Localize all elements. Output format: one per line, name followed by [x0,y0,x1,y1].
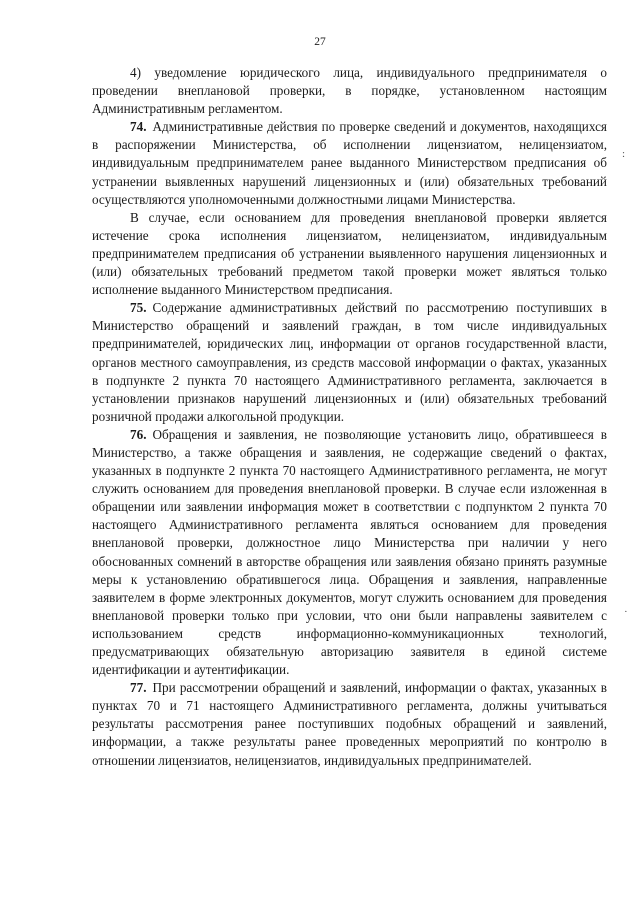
paragraph-74-continued [92,209,607,299]
scan-speck: : [622,148,626,160]
paragraph-76 [92,426,607,679]
paragraph-74 [92,118,607,208]
paragraph-number: 77. [130,680,147,696]
paragraph-text: Содержание административных действий по рассмотрению поступивших в Министерство обращений и заявлений граждан, в том числе индивидуальных предпринимателей, юридических лиц, информации от органов государственной власти, органов местного самоуправления, из средств массовой информации о фактах, указанных в подпункте 2 пункта 70 настоящего Административного регламента, заключается в установлении признаков нарушений лицензионных и (или) обязательных требований розничной продажи алкогольной продукции. [92,300,607,424]
page-number: 27 [314,36,326,48]
paragraph-item-4 [92,64,607,118]
paragraph-75 [92,299,607,426]
paragraph-text: Административные действия по проверке сведений и документов, находящихся в распоряжении Министерства, об исполнении лицензиатом, нелицензиатом, индивидуальным предпринимателем ранее выданного Министерством предписания об устранении выявленных нарушений лицензионных и (или) обязательных требований осуществляются уполномоченными должностными лицами Министерства. [92,119,607,207]
paragraph-text: В случае, если основанием для проведения внеплановой проверки является истечение срока исполнения лицензиатом, нелицензиатом, индивидуальным предпринимателем предписания об устранении выявленного нарушения лицензионных и (или) обязательных требований предметом такой проверки может являться только исполнение выданного Министерством предписания. [92,209,607,298]
paragraph-text: При рассмотрении обращений и заявлений, информации о фактах, указанных в пунктах 70 и 71 настоящего Административного регламента, должны учитываться результаты рассмотрения ранее поступивших подобных обращений и заявлений, информации, а также результаты ранее проведенных мероприятий по контролю в отношении лицензиатов, нелицензиатов, индивидуальных предпринимателей. [92,680,607,768]
paragraph-number: 74. [130,119,147,135]
scan-speck: · [624,606,628,618]
paragraph-text: 4) уведомление юридического лица, индивидуального предпринимателя о проведении внеплановой проверки, в порядке, установленном настоящим Административным регламентом. [92,65,607,117]
paragraph-77 [92,679,607,769]
paragraph-text: Обращения и заявления, не позволяющие установить лицо, обратившееся в Министерство, а также обращения и заявления, не содержащие сведений о фактах, указанных в подпункте 2 пункта 70 настоящего Административного регламента, не могут служить основанием для проведения внеплановой проверки. В случае если изложенная в обращении или заявлении информация может в соответствии с подпунктом 2 пункта 70 настоящего Административного регламента являться основанием для проведения внеплановой проверки, должностное лицо Министерства при наличии у него обоснованных сомнений в авторстве обращения или заявления обязано принять разумные меры к установлению обратившегося лица. Обращения и заявления, направленные заявителем в форме электронных документов, могут служить основанием для проведения внеплановой проверки только при условии, что они были направлены заявителем с использованием средств информационно-коммуникационных технологий, предусматривающих обязательную авторизацию заявителя в единой системе идентификации и аутентификации. [92,426,607,678]
document-body [92,64,607,770]
paragraph-number: 76. [130,426,147,442]
paragraph-number: 75. [130,300,147,316]
